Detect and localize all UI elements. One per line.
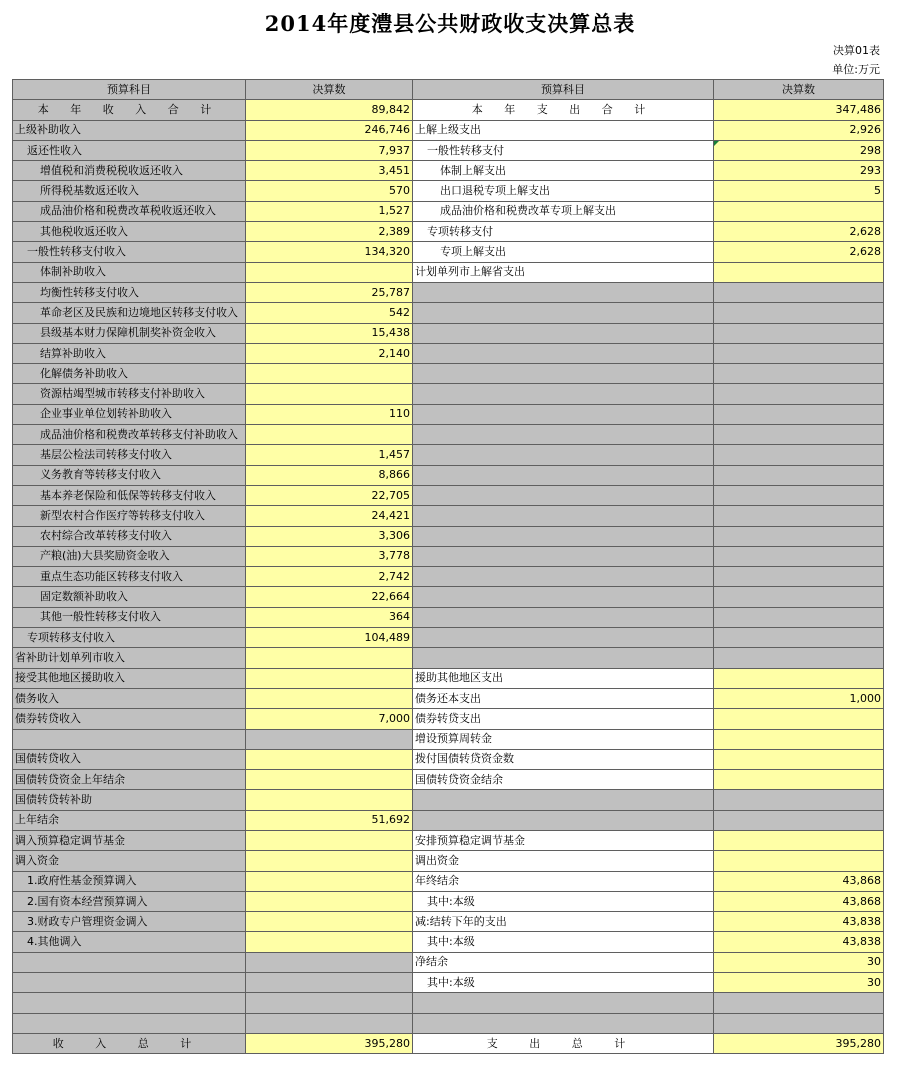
expense-value-cell[interactable]: 30 [714, 952, 884, 972]
expense-item-cell[interactable] [413, 648, 714, 668]
income-item-cell[interactable]: 成品油价格和税费改革税收返还收入 [13, 201, 246, 221]
expense-value-cell[interactable] [714, 709, 884, 729]
income-value-cell[interactable] [246, 891, 413, 911]
income-value-cell[interactable] [246, 1013, 413, 1033]
table-row [13, 201, 884, 221]
expense-item-cell[interactable] [413, 404, 714, 424]
expense-item-cell[interactable]: 体制上解支出 [413, 161, 714, 181]
expense-item-cell[interactable]: 其中:本级 [413, 973, 714, 993]
income-item-cell[interactable]: 3.财政专户管理资金调入 [13, 912, 246, 932]
table-row [13, 770, 884, 790]
income-value-cell[interactable]: 246,746 [246, 120, 413, 140]
expense-item-cell[interactable] [413, 445, 714, 465]
table-row [13, 810, 884, 830]
table-row [13, 993, 884, 1013]
expense-value-cell[interactable] [714, 830, 884, 850]
expense-item-cell[interactable]: 净结余 [413, 952, 714, 972]
expense-item-cell[interactable] [413, 343, 714, 363]
expense-value-cell[interactable]: 347,486 [714, 100, 884, 120]
table-body [13, 100, 884, 1054]
income-item-cell[interactable]: 新型农村合作医疗等转移支付收入 [13, 506, 246, 526]
income-value-cell[interactable]: 25,787 [246, 282, 413, 302]
table-row [13, 404, 884, 424]
income-item-cell[interactable]: 化解债务补助收入 [13, 364, 246, 384]
expense-item-cell[interactable] [413, 607, 714, 627]
income-value-cell[interactable] [246, 648, 413, 668]
income-value-cell[interactable] [246, 262, 413, 282]
income-item-cell[interactable]: 4.其他调入 [13, 932, 246, 952]
income-value-cell[interactable] [246, 425, 413, 445]
income-value-cell[interactable]: 364 [246, 607, 413, 627]
expense-value-cell[interactable] [714, 993, 884, 1013]
income-item-cell[interactable] [13, 1013, 246, 1033]
expense-item-cell[interactable] [413, 810, 714, 830]
income-item-cell[interactable]: 县级基本财力保障机制奖补资金收入 [13, 323, 246, 343]
table-row [13, 465, 884, 485]
income-value-cell[interactable] [246, 932, 413, 952]
income-item-cell[interactable]: 成品油价格和税费改革转移支付补助收入 [13, 425, 246, 445]
table-row [13, 506, 884, 526]
expense-item-cell[interactable] [413, 282, 714, 302]
table-row [13, 1013, 884, 1033]
income-value-cell[interactable]: 395,280 [246, 1033, 413, 1053]
table-row [13, 425, 884, 445]
income-value-cell[interactable]: 51,692 [246, 810, 413, 830]
expense-item-cell[interactable] [413, 323, 714, 343]
income-value-cell[interactable]: 2,389 [246, 222, 413, 242]
table-row [13, 222, 884, 242]
income-value-cell[interactable]: 7,000 [246, 709, 413, 729]
table-row [13, 120, 884, 140]
income-item-cell[interactable]: 债务收入 [13, 688, 246, 708]
expense-item-cell[interactable] [413, 384, 714, 404]
income-item-cell[interactable]: 企业事业单位划转补助收入 [13, 404, 246, 424]
income-value-cell[interactable]: 104,489 [246, 628, 413, 648]
table-row [13, 181, 884, 201]
expense-item-cell[interactable]: 本 年 支 出 合 计 [413, 100, 714, 120]
expense-value-cell[interactable] [714, 749, 884, 769]
expense-item-cell[interactable]: 专项上解支出 [413, 242, 714, 262]
table-row [13, 891, 884, 911]
expense-value-cell[interactable] [714, 587, 884, 607]
income-value-cell[interactable] [246, 871, 413, 891]
income-item-cell[interactable]: 体制补助收入 [13, 262, 246, 282]
expense-value-cell[interactable] [714, 567, 884, 587]
table-row [13, 973, 884, 993]
expense-value-cell[interactable] [714, 303, 884, 323]
expense-item-cell[interactable]: 债券转贷支出 [413, 709, 714, 729]
income-item-cell[interactable]: 基本养老保险和低保等转移支付收入 [13, 485, 246, 505]
expense-item-cell[interactable]: 增设预算周转金 [413, 729, 714, 749]
income-value-cell[interactable] [246, 993, 413, 1013]
income-item-cell[interactable]: 产粮(油)大县奖励资金收入 [13, 546, 246, 566]
expense-item-cell[interactable] [413, 628, 714, 648]
income-item-cell[interactable]: 债券转贷收入 [13, 709, 246, 729]
income-item-cell[interactable]: 一般性转移支付收入 [13, 242, 246, 262]
expense-item-cell[interactable]: 安排预算稳定调节基金 [413, 830, 714, 850]
income-value-cell[interactable]: 570 [246, 181, 413, 201]
report-title: 2014年度澧县公共财政收支决算总表 [264, 11, 636, 36]
table-row [13, 912, 884, 932]
table-row [13, 830, 884, 850]
header-right-value: 决算数 [714, 80, 884, 100]
table-row [13, 161, 884, 181]
table-row [13, 303, 884, 323]
expense-value-cell[interactable] [714, 343, 884, 363]
table-row [13, 485, 884, 505]
income-value-cell[interactable] [246, 952, 413, 972]
income-item-cell[interactable]: 革命老区及民族和边境地区转移支付收入 [13, 303, 246, 323]
expense-value-cell[interactable] [714, 851, 884, 871]
expense-item-cell[interactable]: 其中:本级 [413, 932, 714, 952]
expense-value-cell[interactable] [714, 323, 884, 343]
table-row [13, 790, 884, 810]
table-row [13, 282, 884, 302]
budget-table [12, 79, 884, 1054]
income-value-cell[interactable]: 15,438 [246, 323, 413, 343]
income-item-cell[interactable]: 增值税和消费税税收返还收入 [13, 161, 246, 181]
income-value-cell[interactable]: 2,140 [246, 343, 413, 363]
table-row [13, 749, 884, 769]
income-item-cell[interactable]: 基层公检法司转移支付收入 [13, 445, 246, 465]
table-row [13, 668, 884, 688]
expense-value-cell[interactable] [714, 282, 884, 302]
income-value-cell[interactable] [246, 384, 413, 404]
table-row [13, 567, 884, 587]
expense-value-cell[interactable] [714, 201, 884, 221]
header-left-value: 决算数 [246, 80, 413, 100]
income-item-cell[interactable]: 本 年 收 入 合 计 [13, 100, 246, 120]
expense-value-cell[interactable] [714, 546, 884, 566]
expense-item-cell[interactable]: 年终结余 [413, 871, 714, 891]
expense-item-cell[interactable] [413, 506, 714, 526]
income-value-cell[interactable]: 134,320 [246, 242, 413, 262]
income-value-cell[interactable]: 1,527 [246, 201, 413, 221]
expense-value-cell[interactable]: 395,280 [714, 1033, 884, 1053]
income-value-cell[interactable]: 3,451 [246, 161, 413, 181]
expense-item-cell[interactable] [413, 303, 714, 323]
income-value-cell[interactable]: 89,842 [246, 100, 413, 120]
table-row [13, 587, 884, 607]
table-row [13, 607, 884, 627]
income-value-cell[interactable]: 110 [246, 404, 413, 424]
income-item-cell[interactable]: 均衡性转移支付收入 [13, 282, 246, 302]
header-right-item: 预算科目 [413, 80, 714, 100]
income-item-cell[interactable]: 资源枯竭型城市转移支付补助收入 [13, 384, 246, 404]
income-item-cell[interactable]: 国债转贷收入 [13, 749, 246, 769]
expense-item-cell[interactable]: 调出资金 [413, 851, 714, 871]
expense-value-cell[interactable]: 2,926 [714, 120, 884, 140]
expense-item-cell[interactable]: 拨付国债转贷资金数 [413, 749, 714, 769]
income-item-cell[interactable]: 农村综合改革转移支付收入 [13, 526, 246, 546]
income-value-cell[interactable] [246, 912, 413, 932]
expense-value-cell[interactable]: 43,838 [714, 932, 884, 952]
income-value-cell[interactable] [246, 688, 413, 708]
income-value-cell[interactable] [246, 830, 413, 850]
table-row [13, 688, 884, 708]
income-value-cell[interactable]: 542 [246, 303, 413, 323]
income-item-cell[interactable]: 收 入 总 计 [13, 1033, 246, 1053]
table-row [13, 242, 884, 262]
income-item-cell[interactable]: 其他税收返还收入 [13, 222, 246, 242]
income-item-cell[interactable] [13, 952, 246, 972]
expense-item-cell[interactable] [413, 526, 714, 546]
income-value-cell[interactable]: 3,306 [246, 526, 413, 546]
income-value-cell[interactable]: 7,937 [246, 140, 413, 160]
income-item-cell[interactable]: 上级补助收入 [13, 120, 246, 140]
income-item-cell[interactable]: 重点生态功能区转移支付收入 [13, 567, 246, 587]
expense-item-cell[interactable]: 一般性转移支付 [413, 140, 714, 160]
expense-value-cell[interactable]: 2,628 [714, 222, 884, 242]
income-value-cell[interactable]: 1,457 [246, 445, 413, 465]
table-row [13, 709, 884, 729]
expense-item-cell[interactable] [413, 465, 714, 485]
income-item-cell[interactable]: 义务教育等转移支付收入 [13, 465, 246, 485]
table-row [13, 343, 884, 363]
income-item-cell[interactable]: 结算补助收入 [13, 343, 246, 363]
expense-item-cell[interactable]: 减:结转下年的支出 [413, 912, 714, 932]
expense-item-cell[interactable] [413, 790, 714, 810]
expense-value-cell[interactable] [714, 1013, 884, 1033]
header-left-item: 预算科目 [13, 80, 246, 100]
income-value-cell[interactable]: 2,742 [246, 567, 413, 587]
expense-value-cell[interactable] [714, 790, 884, 810]
income-item-cell[interactable]: 返还性收入 [13, 140, 246, 160]
table-row [13, 526, 884, 546]
expense-item-cell[interactable]: 其中:本级 [413, 891, 714, 911]
income-item-cell[interactable]: 固定数额补助收入 [13, 587, 246, 607]
expense-item-cell[interactable]: 上解上级支出 [413, 120, 714, 140]
expense-item-cell[interactable] [413, 425, 714, 445]
income-value-cell[interactable] [246, 851, 413, 871]
expense-item-cell[interactable] [413, 364, 714, 384]
expense-item-cell[interactable] [413, 546, 714, 566]
expense-value-cell[interactable] [714, 445, 884, 465]
income-value-cell[interactable] [246, 973, 413, 993]
expense-value-cell[interactable] [714, 404, 884, 424]
expense-item-cell[interactable] [413, 485, 714, 505]
table-row [13, 729, 884, 749]
income-item-cell[interactable]: 上年结余 [13, 810, 246, 830]
table-row [13, 871, 884, 891]
expense-value-cell[interactable] [714, 729, 884, 749]
income-value-cell[interactable] [246, 729, 413, 749]
expense-value-cell[interactable] [714, 364, 884, 384]
table-row [13, 952, 884, 972]
header-row [13, 80, 884, 100]
expense-value-cell[interactable] [714, 628, 884, 648]
expense-item-cell[interactable]: 出口退税专项上解支出 [413, 181, 714, 201]
income-value-cell[interactable] [246, 668, 413, 688]
expense-value-cell[interactable]: 5 [714, 181, 884, 201]
income-item-cell[interactable] [13, 729, 246, 749]
income-value-cell[interactable] [246, 364, 413, 384]
table-row [13, 140, 884, 160]
table-row [13, 851, 884, 871]
income-item-cell[interactable] [13, 993, 246, 1013]
expense-item-cell[interactable]: 债务还本支出 [413, 688, 714, 708]
expense-item-cell[interactable]: 国债转贷资金结余 [413, 770, 714, 790]
table-row [13, 546, 884, 566]
expense-value-cell[interactable]: 43,838 [714, 912, 884, 932]
expense-value-cell[interactable] [714, 262, 884, 282]
income-item-cell[interactable]: 省补助计划单列市收入 [13, 648, 246, 668]
expense-value-cell[interactable] [714, 526, 884, 546]
expense-value-cell[interactable] [714, 607, 884, 627]
expense-item-cell[interactable]: 援助其他地区支出 [413, 668, 714, 688]
table-code: 决算01表 [833, 44, 880, 57]
income-value-cell[interactable]: 8,866 [246, 465, 413, 485]
income-value-cell[interactable] [246, 790, 413, 810]
expense-value-cell[interactable] [714, 425, 884, 445]
income-item-cell[interactable] [13, 973, 246, 993]
income-value-cell[interactable]: 24,421 [246, 506, 413, 526]
table-row [13, 445, 884, 465]
table-row [13, 932, 884, 952]
expense-item-cell[interactable] [413, 1013, 714, 1033]
income-value-cell[interactable]: 22,705 [246, 485, 413, 505]
income-item-cell[interactable]: 其他一般性转移支付收入 [13, 607, 246, 627]
table-row [13, 100, 884, 120]
expense-item-cell[interactable] [413, 567, 714, 587]
expense-item-cell[interactable] [413, 993, 714, 1013]
expense-value-cell[interactable] [714, 648, 884, 668]
expense-item-cell[interactable] [413, 587, 714, 607]
income-item-cell[interactable]: 国债转贷资金上年结余 [13, 770, 246, 790]
table-row [13, 364, 884, 384]
income-item-cell[interactable]: 1.政府性基金预算调入 [13, 871, 246, 891]
income-item-cell[interactable]: 调入资金 [13, 851, 246, 871]
expense-item-cell[interactable]: 成品油价格和税费改革专项上解支出 [413, 201, 714, 221]
income-item-cell[interactable]: 调入预算稳定调节基金 [13, 830, 246, 850]
expense-value-cell[interactable] [714, 465, 884, 485]
expense-item-cell[interactable]: 计划单列市上解省支出 [413, 262, 714, 282]
unit-label: 单位:万元 [832, 63, 880, 76]
expense-item-cell[interactable]: 支 出 总 计 [413, 1033, 714, 1053]
expense-value-cell[interactable] [714, 810, 884, 830]
expense-value-cell[interactable]: 1,000 [714, 688, 884, 708]
income-item-cell[interactable]: 国债转贷转补助 [13, 790, 246, 810]
table-row [13, 384, 884, 404]
income-value-cell[interactable]: 22,664 [246, 587, 413, 607]
expense-value-cell[interactable] [714, 506, 884, 526]
expense-value-cell[interactable]: 298 [714, 140, 884, 160]
income-value-cell[interactable] [246, 749, 413, 769]
table-row [13, 323, 884, 343]
income-item-cell[interactable]: 专项转移支付收入 [13, 628, 246, 648]
income-value-cell[interactable]: 3,778 [246, 546, 413, 566]
expense-item-cell[interactable]: 专项转移支付 [413, 222, 714, 242]
expense-value-cell[interactable] [714, 485, 884, 505]
table-row [13, 628, 884, 648]
table-row [13, 262, 884, 282]
income-item-cell[interactable]: 接受其他地区援助收入 [13, 668, 246, 688]
expense-value-cell[interactable] [714, 770, 884, 790]
income-item-cell[interactable]: 所得税基数返还收入 [13, 181, 246, 201]
expense-value-cell[interactable]: 2,628 [714, 242, 884, 262]
expense-value-cell[interactable]: 43,868 [714, 891, 884, 911]
table-row [13, 648, 884, 668]
expense-value-cell[interactable] [714, 668, 884, 688]
expense-value-cell[interactable]: 30 [714, 973, 884, 993]
table-row [13, 1033, 884, 1053]
income-value-cell[interactable] [246, 770, 413, 790]
expense-value-cell[interactable] [714, 384, 884, 404]
expense-value-cell[interactable]: 43,868 [714, 871, 884, 891]
expense-value-cell[interactable]: 293 [714, 161, 884, 181]
income-item-cell[interactable]: 2.国有资本经营预算调入 [13, 891, 246, 911]
